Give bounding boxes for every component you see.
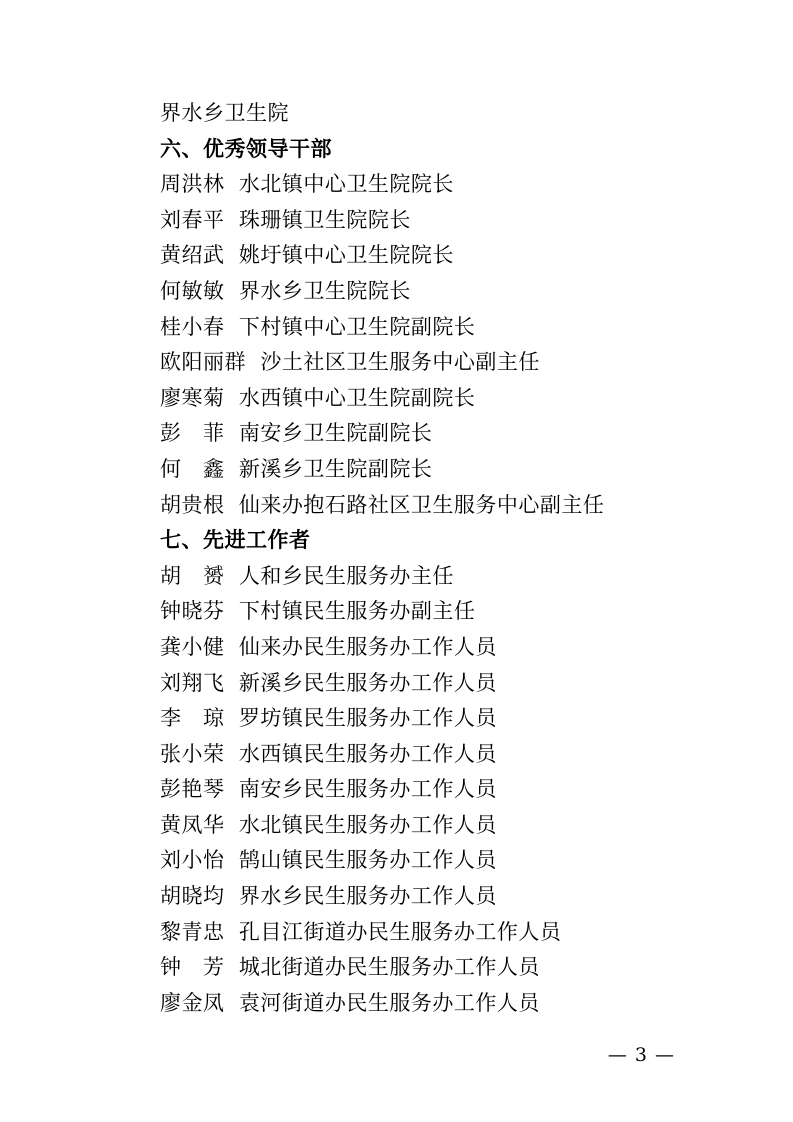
section-heading: 六、优秀领导干部 <box>160 136 332 161</box>
list-item: 胡晓均 界水乡民生服务办工作人员 <box>160 884 497 909</box>
section-heading: 七、先进工作者 <box>160 528 311 553</box>
list-item: 张小荣 水西镇民生服务办工作人员 <box>160 741 497 766</box>
list-item: 周洪林 水北镇中心卫生院院长 <box>160 172 454 197</box>
list-item: 何 鑫 新溪乡卫生院副院长 <box>160 456 433 481</box>
list-item: 刘翔飞 新溪乡民生服务办工作人员 <box>160 670 497 695</box>
list-item: 黄绍武 姚圩镇中心卫生院院长 <box>160 243 454 268</box>
continued-line: 界水乡卫生院 <box>160 101 289 125</box>
list-item: 何敏敏 界水乡卫生院院长 <box>160 278 411 303</box>
list-item: 黎青忠 孔目江街道办民生服务办工作人员 <box>160 919 562 944</box>
list-item: 刘春平 珠珊镇卫生院院长 <box>160 207 411 232</box>
list-item: 胡 赟 人和乡民生服务办主任 <box>160 563 454 588</box>
list-item: 彭艳琴 南安乡民生服务办工作人员 <box>160 777 497 802</box>
list-item: 李 琼 罗坊镇民生服务办工作人员 <box>160 706 497 731</box>
list-item: 彭 菲 南安乡卫生院副院长 <box>160 421 433 446</box>
list-item: 廖寒菊 水西镇中心卫生院副院长 <box>160 385 476 410</box>
list-item: 刘小怡 鹄山镇民生服务办工作人员 <box>160 848 497 873</box>
section-optimal-leaders <box>160 132 675 524</box>
list-item: 桂小春 下村镇中心卫生院副院长 <box>160 314 476 339</box>
list-item: 钟 芳 城北街道办民生服务办工作人员 <box>160 955 540 980</box>
section-advanced-workers <box>160 523 675 1021</box>
list-item: 胡贵根 仙来办抱石路社区卫生服务中心副主任 <box>160 492 605 517</box>
list-item: 龚小健 仙来办民生服务办工作人员 <box>160 634 497 659</box>
list-item: 欧阳丽群 沙土社区卫生服务中心副主任 <box>160 350 540 375</box>
list-item: 钟晓芬 下村镇民生服务办副主任 <box>160 599 476 624</box>
list-item: 黄凤华 水北镇民生服务办工作人员 <box>160 812 497 837</box>
page-number: — 3 — <box>607 1044 675 1066</box>
list-item: 廖金凤 袁河街道办民生服务办工作人员 <box>160 990 540 1015</box>
